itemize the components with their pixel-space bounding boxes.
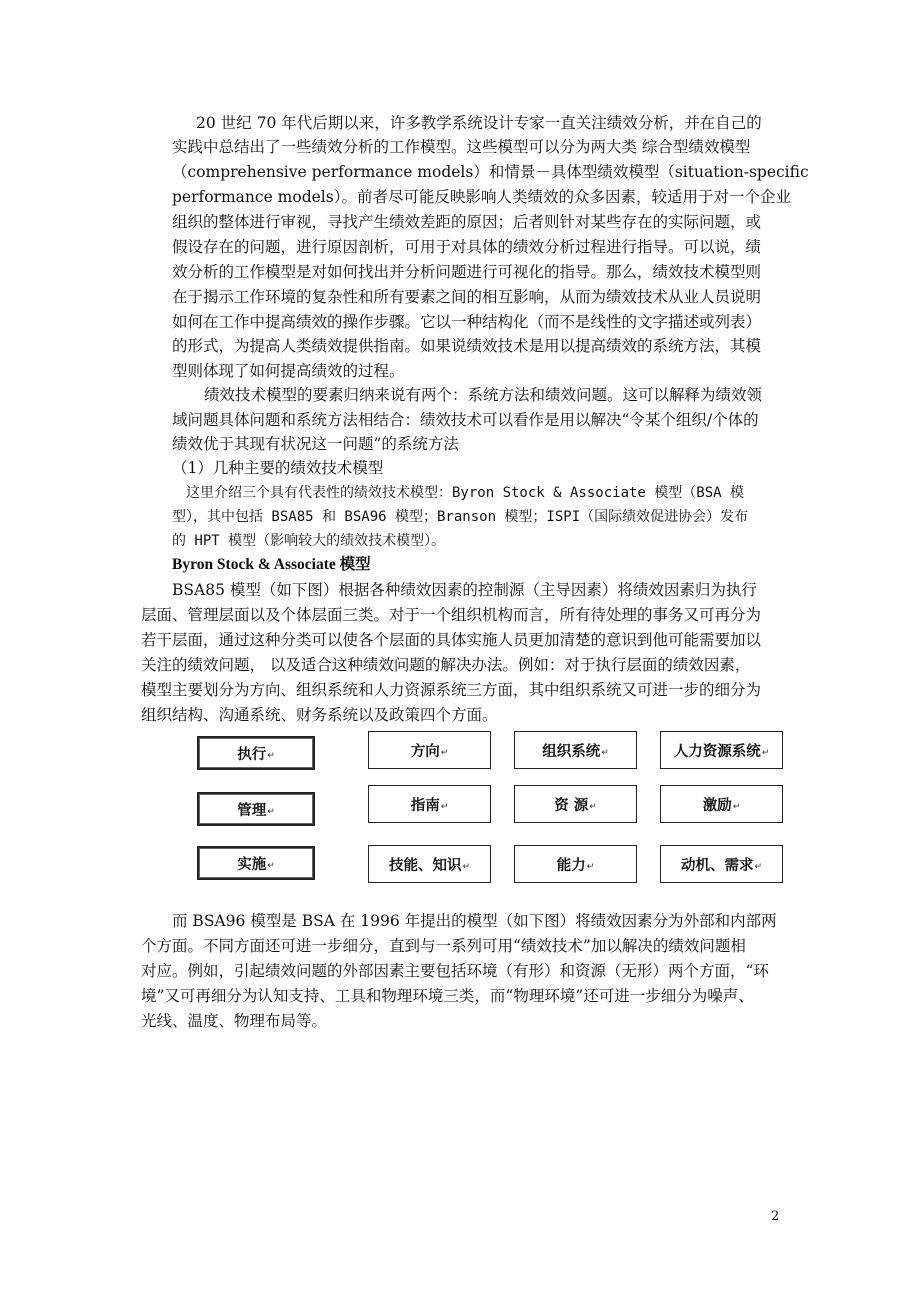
factor-box [514, 731, 637, 769]
text-line: 这里介绍三个具有代表性的绩效技术模型：Byron Stock & Associate 模型（BSA 模 [186, 485, 745, 501]
section-heading: （1）几种主要的绩效技术模型 [172, 459, 384, 477]
paragraph-mark: ↵ [440, 748, 449, 758]
factor-label: 组织系统 [542, 743, 601, 760]
paragraph-mark: ↵ [754, 862, 763, 872]
paragraph-mark: ↵ [586, 862, 595, 872]
text-line: 的 HPT 模型（影响较大的绩效技术模型）。 [172, 533, 446, 549]
paragraph-mark: ↵ [462, 862, 471, 872]
paragraph-mark: ↵ [589, 802, 597, 812]
level-label: 执行 [237, 746, 267, 763]
text-line: 个方面。不同方面还可进一步细分，直到与一系列可用“绩效技术”加以解决的绩效问题相 [141, 937, 746, 955]
text-line: 光线、温度、物理布局等。 [141, 1012, 328, 1030]
paragraph-mark: ↵ [440, 802, 449, 812]
factor-box [368, 845, 491, 883]
text-line: 层面、管理层面以及个体层面三类。对于一个组织机构而言，所有待处理的事务又可再分为 [141, 606, 762, 624]
paragraph-mark: ↵ [761, 748, 770, 758]
text-line: 如何在工作中提高绩效的操作步骤。它以一种结构化（而不是线性的文字描述或列表） [172, 313, 762, 331]
text-line: 20 世纪 70 年代后期以来，许多教学系统设计专家一直关注绩效分析，并在自己的 [196, 114, 762, 132]
page-number: 2 [771, 1209, 780, 1224]
level-box-implementation [197, 846, 315, 880]
text-line: 实践中总结出了一些绩效分析的工作模型。这些模型可以分为两大类 综合型绩效模型 [172, 138, 751, 156]
factor-label: 能力 [556, 857, 586, 874]
text-line: BSA85 模型（如下图）根据各种绩效因素的控制源（主导因素）将绩效因素归为执行 [172, 581, 757, 599]
text-line: 模型主要划分为方向、组织系统和人力资源系统三方面，其中组织系统又可进一步的细分为 [141, 681, 762, 699]
paragraph-mark: ↵ [267, 751, 275, 761]
level-box-management [197, 792, 315, 826]
text-line: 绩效技术模型的要素归纳来说有两个：系统方法和绩效问题。这可以解释为绩效领 [204, 386, 763, 404]
text-line: 而 BSA96 模型是 BSA 在 1996 年提出的模型（如下图）将绩效因素分为外部和内部两 [172, 912, 777, 930]
text-line: 对应。例如，引起绩效问题的外部因素主要包括环境（有形）和资源（无形）两个方面，“环 [141, 962, 769, 980]
text-line: （comprehensive performance models）和情景－具体型绩效模型（situation-specific [172, 163, 809, 181]
text-line: 效分析的工作模型是对如何找出并分析问题进行可视化的指导。那么，绩效技术模型则 [172, 263, 762, 281]
factor-label: 激励 [702, 797, 732, 814]
level-label: 管理 [237, 802, 267, 819]
paragraph-mark: ↵ [267, 807, 275, 817]
factor-label: 动机、需求 [680, 857, 754, 874]
text-line: 型则体现了如何提高绩效的过程。 [172, 362, 405, 380]
factor-box [368, 785, 491, 823]
text-line: 组织结构、沟通系统、财务系统以及政策四个方面。 [141, 706, 498, 724]
text-line: 域问题具体问题和系统方法相结合：绩效技术可以看作是用以解决“令某个组织/个体的 [172, 411, 759, 429]
factor-label: 人力资源系统 [673, 743, 761, 760]
factor-box [368, 731, 491, 769]
factor-box [514, 845, 637, 883]
paragraph-mark: ↵ [267, 861, 275, 871]
text-line: 关注的绩效问题， 以及适合这种绩效问题的解决办法。例如：对于执行层面的绩效因素， [141, 656, 751, 674]
text-line: 若干层面，通过这种分类可以使各个层面的具体实施人员更加清楚的意识到他可能需要加以 [141, 631, 762, 649]
factor-label: 资 源 [554, 797, 589, 814]
text-line: 绩效优于其现有状况这一问题”的系统方法 [172, 435, 459, 453]
text-line: performance models）。前者尽可能反映影响人类绩效的众多因素，较适用于对一个企业 [172, 188, 791, 206]
factor-label: 方向 [410, 743, 440, 760]
text-line: 的形式，为提高人类绩效提供指南。如果说绩效技术是用以提高绩效的系统方法，其模 [172, 337, 762, 355]
text-line: 型），其中包括 BSA85 和 BSA96 模型；Branson 模型；ISPI（国际绩效促进协会）发布 [172, 509, 749, 525]
factor-label: 技能、知识 [388, 857, 462, 874]
text-line: 组织的整体进行审视，寻找产生绩效差距的原因；后者则针对某些存在的实际问题，或 [172, 213, 762, 231]
factor-box [514, 785, 637, 823]
text-line: 假设存在的问题，进行原因剖析，可用于对具体的绩效分析过程进行指导。可以说，绩 [172, 238, 762, 256]
text-line: 境”又可再细分为认知支持、工具和物理环境三类，而“物理环境”还可进一步细分为噪声、 [141, 987, 754, 1005]
level-box-execution [197, 736, 315, 770]
model-heading: Byron Stock & Associate 模型 [172, 556, 371, 573]
factor-box [660, 845, 783, 883]
factor-box [660, 785, 783, 823]
paragraph-mark: ↵ [601, 748, 609, 758]
factor-label: 指南 [410, 797, 440, 814]
paragraph-mark: ↵ [732, 802, 741, 812]
text-line: 在于揭示工作环境的复杂性和所有要素之间的相互影响，从而为绩效技术从业人员说明 [172, 288, 762, 306]
factor-box [660, 731, 783, 769]
level-label: 实施 [237, 856, 267, 873]
